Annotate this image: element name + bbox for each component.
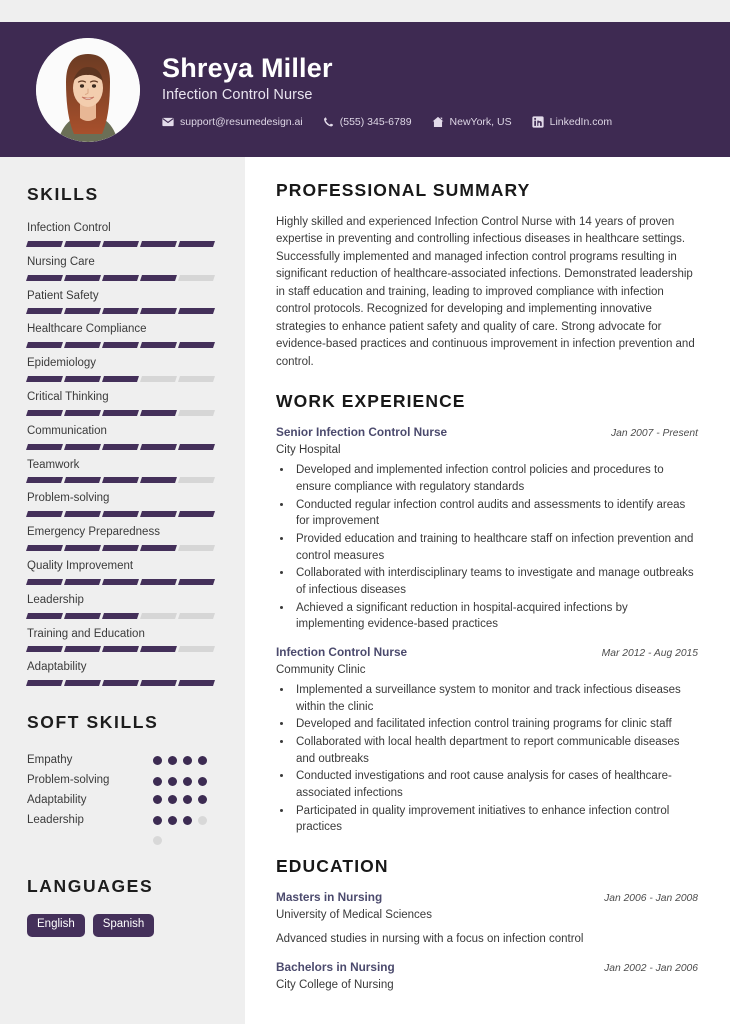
skill-row: [27, 357, 221, 382]
education-list: [276, 890, 698, 993]
skill-bar-segment: [64, 579, 101, 585]
skill-bar-segment: [26, 241, 63, 247]
rating-dot: [183, 816, 192, 825]
rating-dot: [198, 816, 207, 825]
skill-label: Communication: [27, 424, 107, 437]
skill-bar-segment: [102, 376, 139, 382]
experience-bullet: • Developed and implemented infection control policies and procedures to ensure compliance with regulatory standards: [293, 462, 698, 495]
rating-dot: [153, 795, 162, 804]
skill-bar-segment: [64, 342, 101, 348]
header-text-block: [162, 51, 612, 128]
rating-dot: [183, 795, 192, 804]
phone-icon: [323, 116, 334, 128]
experience-entry: [276, 425, 698, 633]
experience-bullet: • Collaborated with local health department to report communicable diseases and outbreaks: [293, 734, 698, 767]
skill-bar-segment: [178, 410, 215, 416]
main-content: [245, 157, 730, 1024]
rating-dot: [183, 777, 192, 786]
skill-bar-segment: [178, 275, 215, 281]
skill-bar-segment: [26, 444, 63, 450]
skill-bar-segment: [102, 241, 139, 247]
soft-skills-list: [27, 750, 221, 850]
skill-row: [27, 492, 221, 517]
skill-bar-segment: [102, 410, 139, 416]
experience-bullet: • Participated in quality improvement initiatives to enhance infection control practices: [293, 803, 698, 836]
rating-dot: [153, 756, 162, 765]
skill-bar-segment: [102, 477, 139, 483]
experience-bullet: • Conducted investigations and root cause analysis for cases of healthcare-associated infections: [293, 768, 698, 801]
contact-email-text: support@resumedesign.ai: [180, 116, 303, 129]
experience-bullet: • Collaborated with interdisciplinary teams to investigate and manage outbreaks of infectious diseases: [293, 565, 698, 598]
skill-row: [27, 290, 221, 315]
skill-bar-segment: [64, 410, 101, 416]
skill-bar-segment: [178, 579, 215, 585]
skill-bar-segment: [140, 444, 177, 450]
skill-bar-segment: [26, 342, 63, 348]
skill-bar-segment: [178, 376, 215, 382]
language-tag[interactable]: English: [27, 914, 85, 937]
header-job-title: Infection Control Nurse: [162, 87, 313, 104]
sidebar: [0, 157, 245, 1024]
soft-skill-rating: [153, 816, 207, 825]
soft-skill-row: [27, 790, 221, 810]
education-school: University of Medical Sciences: [276, 908, 432, 921]
skill-label: Problem-solving: [27, 492, 110, 505]
skill-bar-segment: [140, 579, 177, 585]
skill-level-bar: [27, 241, 214, 247]
skill-label: Emergency Preparedness: [27, 526, 160, 539]
skill-label: Epidemiology: [27, 357, 97, 370]
skill-row: [27, 222, 221, 247]
soft-skill-row-trailing: [27, 830, 221, 850]
skill-row: [27, 594, 221, 619]
skill-bar-segment: [178, 477, 215, 483]
experience-bullet: • Implemented a surveillance system to monitor and track infectious diseases within the clinic: [293, 682, 698, 715]
skill-level-bar: [27, 376, 214, 382]
skill-bar-segment: [26, 545, 63, 551]
rating-dot: [153, 816, 162, 825]
experience-entry: [276, 645, 698, 836]
skill-level-bar: [27, 646, 214, 652]
skill-bar-segment: [64, 376, 101, 382]
skill-bar-segment: [64, 545, 101, 551]
skill-bar-segment: [102, 646, 139, 652]
soft-skill-rating-trailing: [153, 836, 162, 845]
experience-bullet-list: [293, 682, 698, 836]
education-entry: [276, 960, 698, 993]
skill-bar-segment: [102, 680, 139, 686]
education-entry: [276, 890, 698, 947]
experience-organization: City Hospital: [276, 444, 341, 457]
skill-level-bar: [27, 477, 214, 483]
rating-dot: [168, 777, 177, 786]
skill-bar-segment: [26, 613, 63, 619]
top-strip: [0, 0, 730, 22]
skill-bar-segment: [64, 477, 101, 483]
page-title: Shreya Miller: [162, 52, 333, 83]
rating-dot: [168, 795, 177, 804]
contact-phone-text: (555) 345-6789: [339, 116, 412, 129]
skill-bar-segment: [140, 680, 177, 686]
education-heading: EDUCATION: [276, 856, 389, 877]
skill-label: Leadership: [27, 593, 84, 606]
skill-label: Nursing Care: [27, 255, 95, 268]
skill-bar-segment: [178, 646, 215, 652]
skill-label: Healthcare Compliance: [27, 323, 147, 336]
education-description: Advanced studies in nursing with a focus on infection control: [276, 933, 584, 946]
skill-bar-segment: [102, 511, 139, 517]
contact-location[interactable]: [432, 116, 512, 128]
skill-bar-segment: [64, 511, 101, 517]
skill-level-bar: [27, 511, 214, 517]
contact-row: [162, 116, 612, 128]
skill-bar-segment: [102, 613, 139, 619]
skill-label: Infection Control: [27, 222, 111, 234]
soft-skill-label: Leadership: [27, 814, 84, 827]
soft-skill-row: [27, 770, 221, 790]
skill-bar-segment: [140, 511, 177, 517]
experience-list: [276, 425, 698, 836]
skill-bar-segment: [26, 680, 63, 686]
skill-level-bar: [27, 275, 214, 281]
experience-job-title: Senior Infection Control Nurse: [276, 425, 448, 440]
profile-photo-icon: [36, 38, 140, 142]
rating-dot: [183, 756, 192, 765]
soft-skill-label: Adaptability: [27, 794, 87, 807]
rating-dot: [153, 836, 162, 845]
skill-bar-segment: [26, 410, 63, 416]
experience-bullet: • Developed and facilitated infection control training programs for clinic staff: [293, 716, 698, 733]
skill-bar-segment: [140, 477, 177, 483]
rating-dot: [198, 756, 207, 765]
soft-skills-heading: SOFT SKILLS: [27, 712, 159, 733]
rating-dot: [198, 795, 207, 804]
skill-bar-segment: [102, 444, 139, 450]
skill-level-bar: [27, 308, 214, 314]
experience-date-range: Jan 2007 - Present: [610, 428, 698, 440]
avatar: [36, 38, 140, 142]
skill-bar-segment: [178, 444, 215, 450]
skill-bar-segment: [102, 308, 139, 314]
contact-location-text: NewYork, US: [449, 116, 512, 129]
skill-bar-segment: [64, 680, 101, 686]
experience-job-title: Infection Control Nurse: [276, 644, 408, 659]
envelope-icon: [162, 116, 174, 128]
skill-level-bar: [27, 579, 214, 585]
skill-bar-segment: [26, 308, 63, 314]
resume-header: [0, 22, 730, 157]
contact-linkedin[interactable]: [532, 116, 612, 128]
skill-bar-segment: [64, 444, 101, 450]
skill-bar-segment: [140, 241, 177, 247]
skill-bar-segment: [178, 342, 215, 348]
skill-row: [27, 425, 221, 450]
skill-level-bar: [27, 410, 214, 416]
soft-skill-row: [27, 810, 221, 830]
rating-dot: [198, 777, 207, 786]
skill-bar-segment: [140, 646, 177, 652]
soft-skill-row: [27, 750, 221, 770]
skill-bar-segment: [26, 477, 63, 483]
skill-bar-segment: [26, 275, 63, 281]
skill-bar-segment: [26, 579, 63, 585]
contact-linkedin-text: LinkedIn.com: [549, 116, 613, 129]
experience-date-range: Mar 2012 - Aug 2015: [601, 647, 698, 659]
skill-label: Critical Thinking: [27, 390, 109, 403]
skill-bar-segment: [140, 376, 177, 382]
skill-level-bar: [27, 613, 214, 619]
skill-row: [27, 459, 221, 484]
rating-dot: [168, 816, 177, 825]
skill-bar-segment: [178, 241, 215, 247]
skill-bar-segment: [178, 545, 215, 551]
soft-skill-rating: [153, 756, 207, 765]
experience-entry-header: [276, 425, 698, 441]
experience-organization: Community Clinic: [276, 663, 366, 676]
skill-level-bar: [27, 444, 214, 450]
education-date-range: Jan 2006 - Jan 2008: [604, 893, 698, 905]
skill-bar-segment: [26, 511, 63, 517]
rating-dot: [168, 756, 177, 765]
skill-bar-segment: [140, 410, 177, 416]
home-icon: [432, 116, 444, 128]
skill-bar-segment: [140, 308, 177, 314]
soft-skill-label: Empathy: [27, 754, 73, 767]
soft-skill-label: Problem-solving: [27, 774, 110, 787]
skill-label: Adaptability: [27, 661, 87, 674]
skill-bar-segment: [102, 545, 139, 551]
skill-bar-segment: [102, 275, 139, 281]
education-school: City College of Nursing: [276, 979, 394, 992]
summary-text: Highly skilled and experienced Infection Control Nurse with 14 years of proven expertise in preventing and controlling infectious diseases in healthcare settings. Successfully implemented and managed infection control programs resulting in significant reduction of healthcare-associated infections. Demonstrated leadership in staff education and training, leading to improved compliance with infection control protocols. Recognized for developing and implementing innovative strategies to enhance patient safety and quality of care. Strong advocate for evidence-based practices and continuous improvement in infection prevention and control.: [276, 216, 695, 368]
skill-bar-segment: [140, 342, 177, 348]
skill-bar-segment: [64, 308, 101, 314]
skill-bar-segment: [26, 376, 63, 382]
skill-bar-segment: [102, 579, 139, 585]
experience-entry-header: [276, 645, 698, 661]
contact-phone[interactable]: [323, 116, 412, 128]
skill-bar-segment: [178, 613, 215, 619]
skill-label: Training and Education: [27, 627, 145, 640]
contact-email[interactable]: [162, 116, 303, 128]
skill-bar-segment: [178, 511, 215, 517]
skill-bar-segment: [64, 241, 101, 247]
skill-bar-segment: [64, 275, 101, 281]
languages-list: [27, 914, 221, 937]
skill-bar-segment: [140, 275, 177, 281]
skill-row: [27, 560, 221, 585]
experience-bullet: • Provided education and training to healthcare staff on infection prevention and control measures: [293, 531, 698, 564]
skill-bar-segment: [102, 342, 139, 348]
languages-heading: LANGUAGES: [27, 876, 154, 897]
linkedin-icon: [532, 116, 544, 128]
rating-dot: [153, 777, 162, 786]
education-entry-header: [276, 960, 698, 976]
skill-label: Teamwork: [27, 458, 80, 471]
language-tag[interactable]: Spanish: [93, 914, 155, 937]
skill-bar-segment: [178, 308, 215, 314]
experience-bullet: • Conducted regular infection control audits and assessments to identify areas for improvement: [293, 497, 698, 530]
skill-bar-segment: [64, 646, 101, 652]
education-degree: Bachelors in Nursing: [276, 960, 395, 975]
experience-heading: WORK EXPERIENCE: [276, 391, 466, 412]
skill-bar-segment: [140, 545, 177, 551]
education-degree: Masters in Nursing: [276, 890, 383, 905]
education-date-range: Jan 2002 - Jan 2006: [604, 963, 698, 975]
education-entry-header: [276, 890, 698, 906]
skill-level-bar: [27, 545, 214, 551]
skill-bar-segment: [140, 613, 177, 619]
experience-bullet: • Achieved a significant reduction in hospital-acquired infections by implementing evidence-based practices: [293, 600, 698, 633]
skills-heading: SKILLS: [27, 184, 99, 204]
skill-row: [27, 628, 221, 653]
soft-skill-rating: [153, 795, 207, 804]
skill-row: [27, 256, 221, 281]
skills-list: [27, 222, 221, 686]
experience-bullet-list: [293, 462, 698, 633]
skill-bar-segment: [26, 646, 63, 652]
skill-label: Patient Safety: [27, 289, 99, 302]
soft-skill-rating: [153, 777, 207, 786]
skill-bar-segment: [178, 680, 215, 686]
skill-bar-segment: [64, 613, 101, 619]
skill-level-bar: [27, 680, 214, 686]
skill-row: [27, 526, 221, 551]
skill-row: [27, 323, 221, 348]
skill-label: Quality Improvement: [27, 559, 134, 572]
skill-row: [27, 661, 221, 686]
skill-level-bar: [27, 342, 214, 348]
summary-heading: PROFESSIONAL SUMMARY: [276, 180, 531, 200]
skill-row: [27, 391, 221, 416]
